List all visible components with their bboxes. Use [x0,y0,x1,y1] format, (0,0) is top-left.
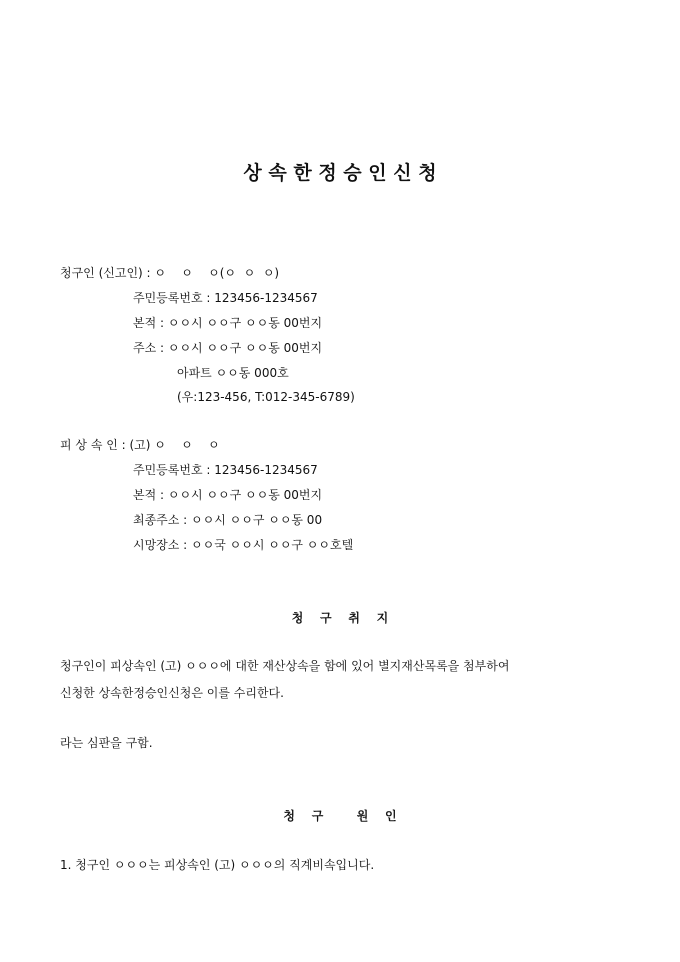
decedent-resident-number: 주민등록번호 : 123456-1234567 [133,463,318,477]
cause-item-1: 1. 청구인 ㅇㅇㅇ는 피상속인 (고) ㅇㅇㅇ의 직계비속입니다. [60,858,375,872]
claimant-resident-number: 주민등록번호 : 123456-1234567 [133,291,318,305]
document-title: 상 속 한 정 승 인 신 청 [243,162,437,184]
claimant-label: 청구인 (신고인) : ㅇ ㅇ ㅇ(ㅇ ㅇ ㅇ) [60,266,280,280]
decedent-last-address: 최종주소 : ㅇㅇ시 ㅇㅇ구 ㅇㅇ동 00 [133,513,323,527]
claimant-contact: (우:123-456, T:012-345-6789) [177,390,355,404]
claimant-address: 주소 : ㅇㅇ시 ㅇㅇ구 ㅇㅇ동 00번지 [133,341,323,355]
purpose-body-line-2: 신청한 상속한정승인신청은 이를 수리한다. [60,686,284,700]
decedent-label: 피 상 속 인 : (고) ㅇ ㅇ ㅇ [60,438,220,452]
decedent-place-of-death: 시망장소 : ㅇㅇ국 ㅇㅇ시 ㅇㅇ구 ㅇㅇ호텔 [133,538,354,552]
claimant-registry: 본적 : ㅇㅇ시 ㅇㅇ구 ㅇㅇ동 00번지 [133,316,323,330]
cause-heading: 청 구 원 인 [283,809,397,823]
decedent-registry: 본적 : ㅇㅇ시 ㅇㅇ구 ㅇㅇ동 00번지 [133,488,323,502]
purpose-closing: 라는 심판을 구함. [60,736,153,750]
purpose-body-line-1: 청구인이 피상속인 (고) ㅇㅇㅇ에 대한 재산상속을 함에 있어 별지재산목록을 첨부하여 [60,659,510,673]
claimant-address-detail: 아파트 ㅇㅇ동 000호 [177,366,289,380]
purpose-heading: 청 구 취 지 [291,611,389,625]
